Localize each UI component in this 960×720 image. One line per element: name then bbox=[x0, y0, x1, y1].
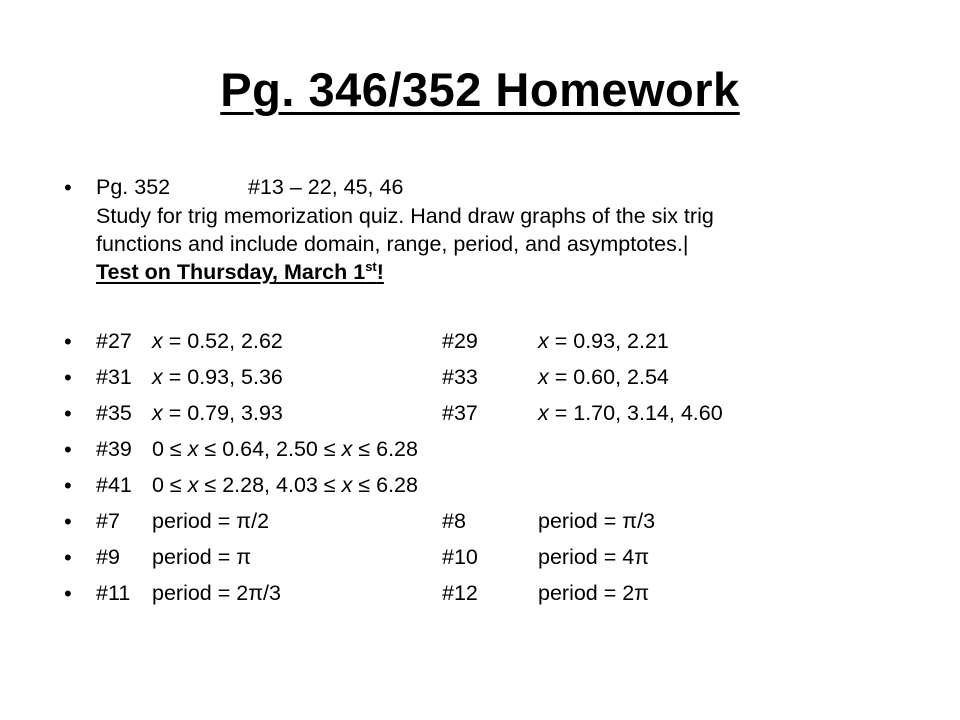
bullet-icon: • bbox=[64, 581, 72, 606]
math-variable: x bbox=[538, 329, 549, 353]
answer-text: period = π/2 bbox=[152, 509, 270, 533]
bullet-icon: • bbox=[64, 473, 72, 498]
answer-text: 0 ≤ bbox=[152, 473, 188, 497]
answer-text: period = 2π bbox=[538, 581, 650, 605]
answer-text: ≤ 2.28, 4.03 ≤ bbox=[198, 473, 342, 497]
assignment-line-3: functions and include domain, range, period, and asymptotes.| bbox=[96, 232, 689, 256]
answer-text: ≤ 6.28 bbox=[352, 473, 418, 497]
problem-number: #41 bbox=[96, 473, 132, 497]
problem-answer bbox=[538, 578, 649, 608]
math-variable: x bbox=[538, 401, 549, 425]
problem-number: #31 bbox=[96, 365, 132, 389]
answer-text: period = 4π bbox=[538, 545, 650, 569]
answer-text: = 0.93, 5.36 bbox=[162, 365, 283, 389]
problem-number: #39 bbox=[96, 437, 132, 461]
math-variable: x bbox=[538, 365, 549, 389]
answer-text: = 0.52, 2.62 bbox=[162, 329, 283, 353]
answer-text: period = 2π/3 bbox=[152, 581, 281, 605]
math-variable: x bbox=[341, 473, 353, 497]
test-date bbox=[96, 260, 384, 284]
answer-text: = 0.60, 2.54 bbox=[548, 365, 669, 389]
bullet-icon: • bbox=[64, 437, 72, 462]
bullet-icon: • bbox=[64, 509, 72, 534]
problem-answer bbox=[152, 470, 418, 500]
math-variable: x bbox=[152, 329, 163, 353]
problem-number: #8 bbox=[442, 509, 466, 533]
answer-text: = 0.79, 3.93 bbox=[162, 401, 283, 425]
answer-text: period = π bbox=[152, 545, 252, 569]
problem-number: #37 bbox=[442, 401, 478, 425]
answer-text: = 0.93, 2.21 bbox=[548, 329, 669, 353]
problem-number: #9 bbox=[96, 545, 120, 569]
bullet-icon: • bbox=[64, 545, 72, 570]
math-variable: x bbox=[187, 437, 199, 461]
problem-number: #27 bbox=[96, 329, 132, 353]
assignment-line-1 bbox=[96, 172, 404, 202]
bullet-icon: • bbox=[64, 175, 72, 200]
problem-answer bbox=[538, 398, 723, 428]
test-date-end: ! bbox=[376, 260, 384, 284]
bullet-icon: • bbox=[64, 365, 72, 390]
bullet-icon: • bbox=[64, 401, 72, 426]
answer-text: ≤ 6.28 bbox=[352, 437, 418, 461]
bullet-icon: • bbox=[64, 329, 72, 354]
problem-answer bbox=[538, 362, 669, 392]
answer-text: 0 ≤ bbox=[152, 437, 188, 461]
problem-answer bbox=[538, 326, 669, 356]
problem-number: #10 bbox=[442, 545, 478, 569]
problem-answer bbox=[538, 542, 649, 572]
problem-number: #33 bbox=[442, 365, 478, 389]
answer-text: period = π/3 bbox=[538, 509, 656, 533]
math-variable: x bbox=[152, 401, 163, 425]
problem-answer bbox=[152, 434, 418, 464]
problem-answer bbox=[152, 578, 281, 608]
problem-answer bbox=[152, 542, 251, 572]
problem-answer bbox=[152, 398, 283, 428]
math-variable: x bbox=[187, 473, 199, 497]
problem-number: #11 bbox=[96, 581, 131, 605]
assignment-line-2: Study for trig memorization quiz. Hand draw graphs of the six trig bbox=[96, 204, 714, 228]
math-variable: x bbox=[152, 365, 163, 389]
answer-text: = 1.70, 3.14, 4.60 bbox=[548, 401, 723, 425]
problem-number: #7 bbox=[96, 509, 120, 533]
answer-text: ≤ 0.64, 2.50 ≤ bbox=[198, 437, 342, 461]
problem-number: #35 bbox=[96, 401, 132, 425]
slide-title: Pg. 346/352 Homework bbox=[220, 63, 740, 116]
assignment-page: Pg. 352 bbox=[96, 175, 171, 199]
math-variable: x bbox=[341, 437, 353, 461]
assignment-problems: #13 – 22, 45, 46 bbox=[248, 175, 404, 199]
test-date-suffix: st bbox=[365, 258, 377, 274]
problem-answer bbox=[538, 506, 655, 536]
problem-answer bbox=[152, 326, 283, 356]
problem-number: #12 bbox=[442, 581, 478, 605]
problem-answer bbox=[152, 362, 283, 392]
problem-number: #29 bbox=[442, 329, 478, 353]
test-date-text: Test on Thursday, March 1 bbox=[96, 260, 366, 284]
test-announcement bbox=[96, 257, 384, 287]
problem-answer bbox=[152, 506, 269, 536]
